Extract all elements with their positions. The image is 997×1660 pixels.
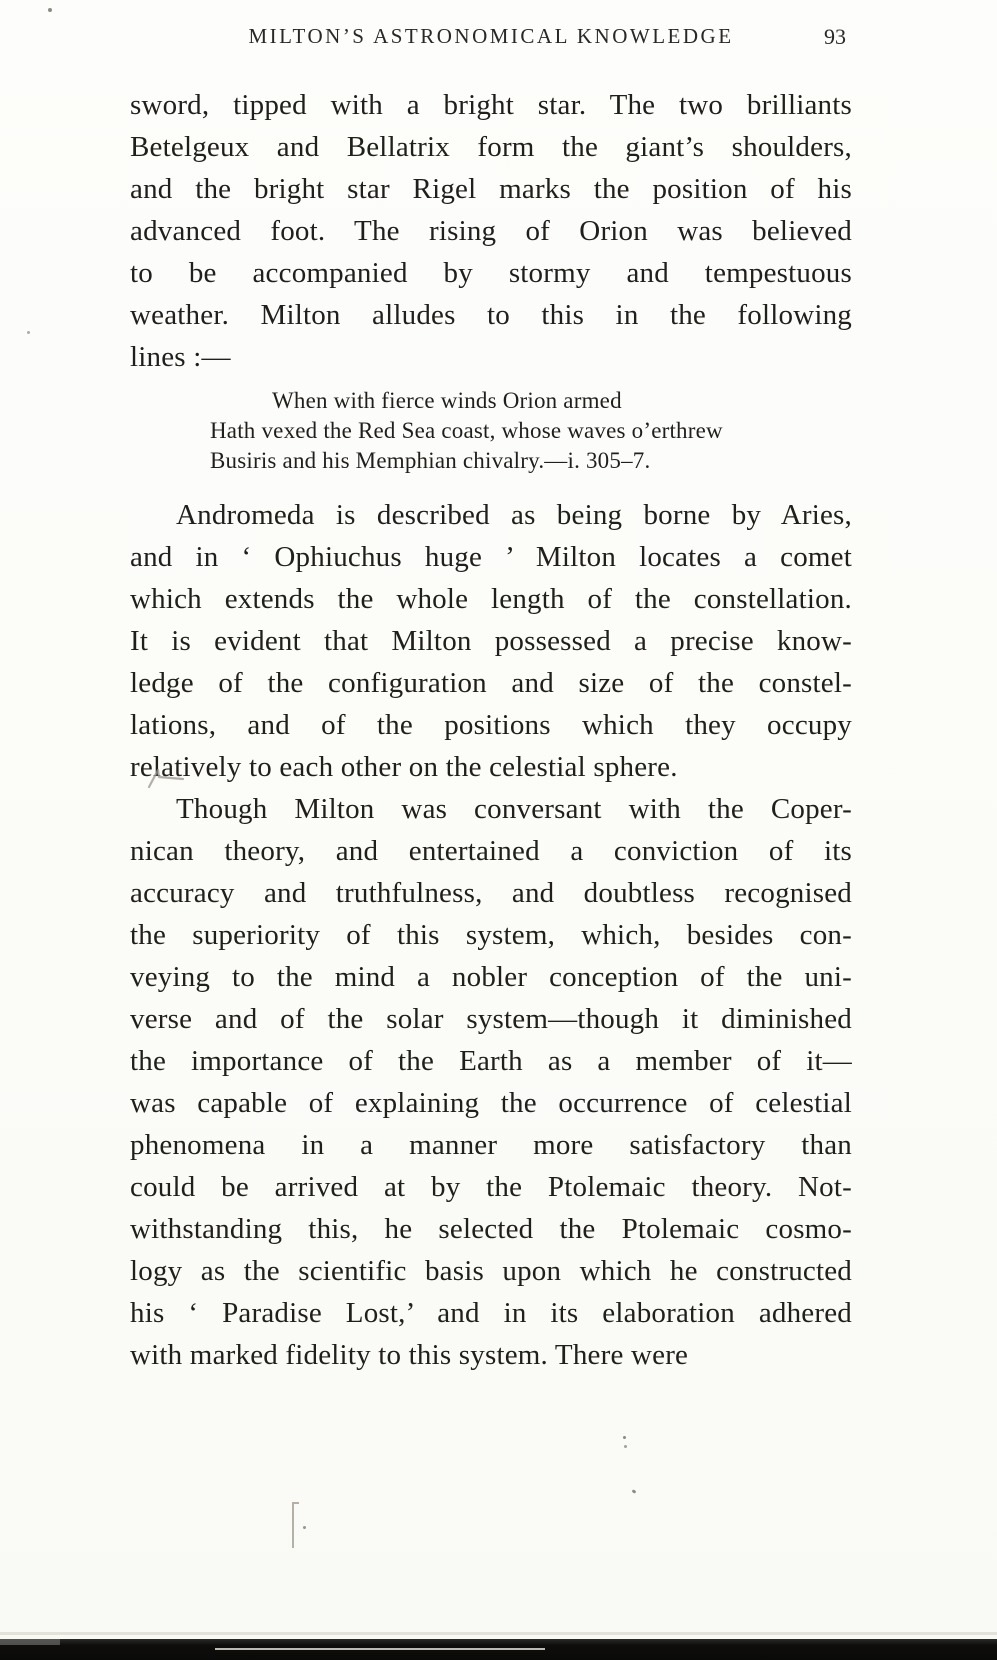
text-line: advanced foot. The rising of Orion was believed (130, 215, 852, 247)
scan-speck (624, 1445, 627, 1448)
text-line: relatively to each other on the celestial sphere. (130, 751, 678, 783)
verse-quote (130, 386, 852, 476)
text-line: and in ‘ Ophiuchus huge ’ Milton locates a comet (130, 541, 852, 573)
text-line: nican theory, and entertained a conviction of its (130, 835, 852, 867)
scan-speck (27, 331, 30, 334)
text-line: lations, and of the positions which they occupy (130, 709, 852, 741)
text-line: verse and of the solar system—though it diminished (130, 1003, 852, 1035)
pencil-bracket-mark (292, 1502, 294, 1548)
text-line: It is evident that Milton possessed a precise know- (130, 625, 852, 657)
text-line: Betelgeux and Bellatrix form the giant’s shoulders, (130, 131, 852, 163)
text-line: phenomena in a manner more satisfactory than (130, 1129, 852, 1161)
text-line: Hath vexed the Red Sea coast, whose waves o’erthrew (210, 418, 723, 443)
scan-speck (623, 1436, 626, 1439)
page-body (130, 84, 852, 1376)
text-line: veying to the mind a nobler conception of the uni- (130, 961, 852, 993)
scan-edge-band (0, 1639, 997, 1660)
text-line: Andromeda is described as being borne by Aries, (176, 499, 852, 531)
scan-edge-highlight (0, 1639, 60, 1645)
text-line: sword, tipped with a bright star. The two brilliants (130, 89, 852, 121)
text-line: When with fierce winds Orion armed (272, 388, 622, 413)
text-line: weather. Milton alludes to this in the following (130, 299, 852, 331)
text-line: with marked fidelity to this system. There were (130, 1339, 689, 1371)
text-line: logy as the scientific basis upon which he constructed (130, 1255, 852, 1287)
page-number: 93 (824, 24, 846, 49)
text-line: which extends the whole length of the constellation. (130, 583, 852, 615)
text-line: Though Milton was conversant with the Coper- (176, 793, 852, 825)
pencil-check-mark (146, 766, 188, 794)
paragraph (130, 84, 852, 378)
text-line: to be accompanied by stormy and tempestuous (130, 257, 852, 289)
text-line: ledge of the configuration and size of the constel- (130, 667, 852, 699)
text-line: Busiris and his Memphian chivalry.—i. 305–7. (210, 448, 651, 473)
text-line: the importance of the Earth as a member of it— (130, 1045, 852, 1077)
text-line: lines :— (130, 341, 231, 373)
text-line: could be arrived at by the Ptolemaic theory. Not- (130, 1171, 852, 1203)
text-line: accuracy and truthfulness, and doubtless recognised (130, 877, 852, 909)
text-line: and the bright star Rigel marks the position of his (130, 173, 852, 205)
scan-speck (48, 8, 52, 12)
scan-edge-scratch (215, 1648, 545, 1650)
running-header (130, 24, 852, 54)
paragraph (130, 494, 852, 788)
paragraph (130, 788, 852, 1376)
text-line: was capable of explaining the occurrence of celestial (130, 1087, 852, 1119)
scan-speck (303, 1526, 306, 1529)
scan-speck (632, 1489, 637, 1494)
page-title: MILTON’S ASTRONOMICAL KNOWLEDGE (248, 24, 734, 48)
text-line: his ‘ Paradise Lost,’ and in its elaboration adhered (130, 1297, 852, 1329)
text-line: the superiority of this system, which, besides con- (130, 919, 852, 951)
scan-edge-shadow (0, 1632, 997, 1635)
text-line: withstanding this, he selected the Ptolemaic cosmo- (130, 1213, 852, 1245)
